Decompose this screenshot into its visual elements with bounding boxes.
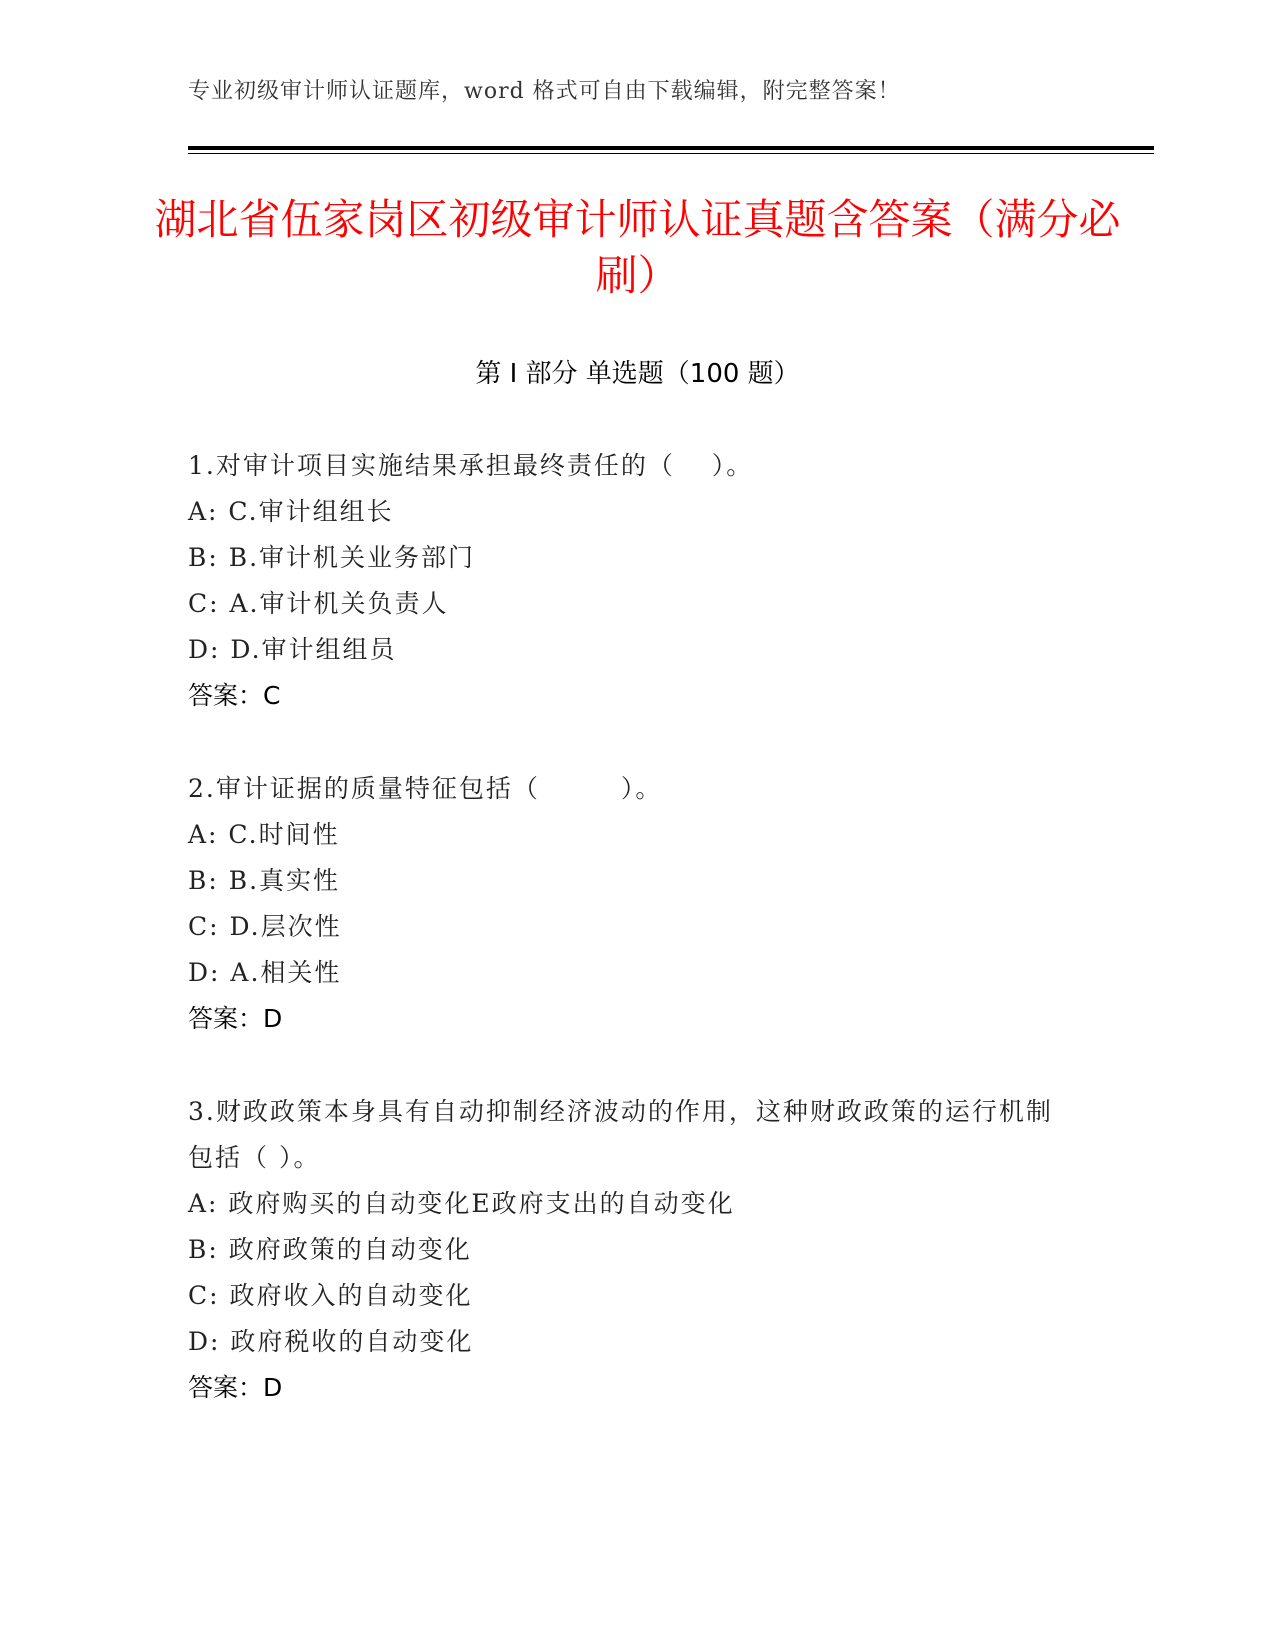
question-2 bbox=[188, 766, 1068, 1042]
header-divider-thick bbox=[188, 146, 1154, 150]
header-note: 专业初级审计师认证题库，word 格式可自由下载编辑，附完整答案！ bbox=[188, 79, 901, 104]
option-b: B: B.审计机关业务部门 bbox=[188, 543, 476, 572]
answer-line: 答案：C bbox=[188, 681, 281, 710]
option-b: B: 政府政策的自动变化 bbox=[188, 1235, 472, 1264]
option-c: C: A.审计机关负责人 bbox=[188, 589, 449, 618]
option-d: D: A.相关性 bbox=[188, 958, 342, 987]
option-a: A: 政府购买的自动变化E政府支出的自动变化 bbox=[188, 1189, 735, 1218]
option-d: D: 政府税收的自动变化 bbox=[188, 1327, 474, 1356]
question-3 bbox=[188, 1089, 1068, 1411]
document-title: 湖北省伍家岗区初级审计师认证真题含答案（满分必刷） bbox=[154, 195, 1121, 300]
answer-line: 答案：D bbox=[188, 1373, 283, 1402]
question-list bbox=[188, 443, 1068, 1458]
question-stem: 3.财政政策本身具有自动抑制经济波动的作用，这种财政政策的运行机制包括（ ）。 bbox=[188, 1097, 1053, 1172]
option-c: C: 政府收入的自动变化 bbox=[188, 1281, 473, 1310]
option-a: A: C.时间性 bbox=[188, 820, 340, 849]
section-heading: 第 I 部分 单选题（100 题） bbox=[475, 359, 800, 389]
question-stem: 2.审计证据的质量特征包括（ ）。 bbox=[188, 774, 663, 803]
option-b: B: B.真实性 bbox=[188, 866, 341, 895]
option-d: D: D.审计组组员 bbox=[188, 635, 397, 664]
question-stem: 1.对审计项目实施结果承担最终责任的（ ）。 bbox=[188, 451, 754, 480]
answer-line: 答案：D bbox=[188, 1004, 283, 1033]
header-divider-thin bbox=[188, 153, 1154, 154]
question-1 bbox=[188, 443, 1068, 719]
option-c: C: D.层次性 bbox=[188, 912, 342, 941]
option-a: A: C.审计组组长 bbox=[188, 497, 394, 526]
